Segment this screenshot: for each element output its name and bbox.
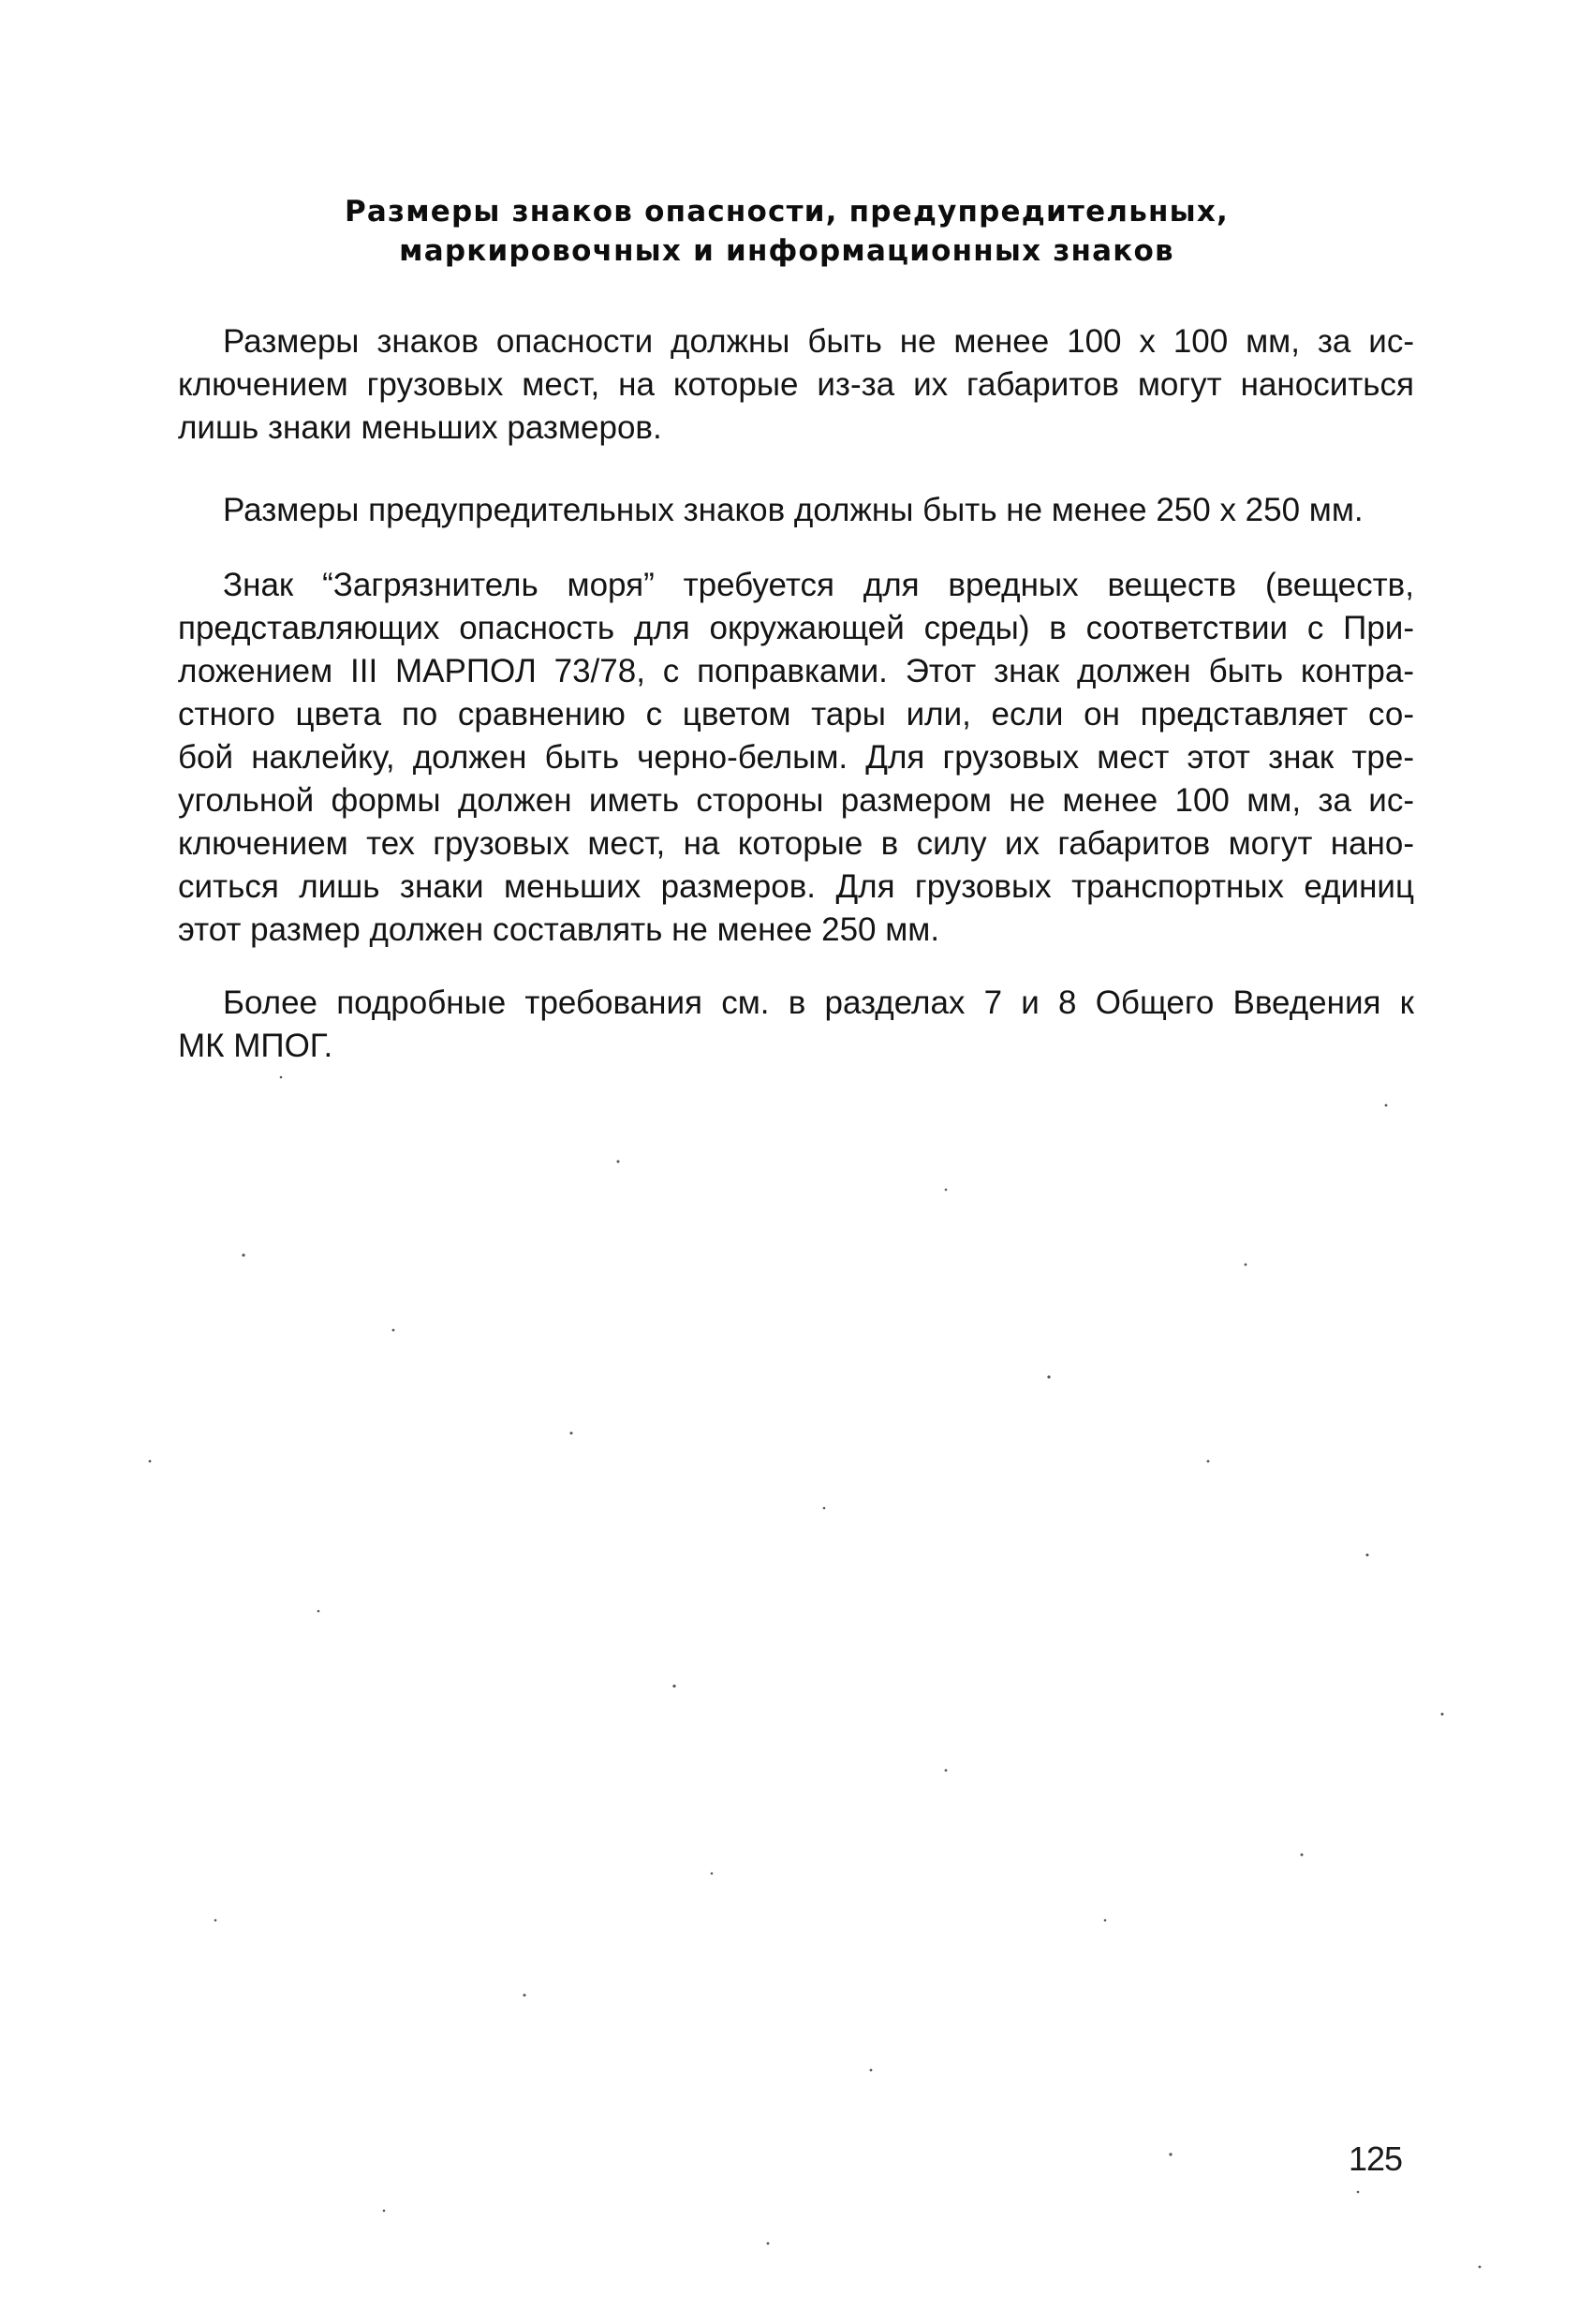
paragraph-line: Более подробные требования см. в разделах 7 и 8 Общего Введения к bbox=[223, 984, 1414, 1021]
paragraph-line: представляющих опасность для окружающей среды) в соответствии с При- bbox=[178, 610, 1414, 646]
page-title bbox=[169, 192, 1405, 271]
paragraph-line: ключением тех грузовых мест, на которые в силу их габаритов могут нано- bbox=[178, 825, 1414, 862]
paragraph-marine-pollutant bbox=[178, 564, 1414, 952]
paragraph-sign-sizes bbox=[178, 320, 1414, 450]
paragraph-warning-sizes bbox=[178, 489, 1414, 532]
paragraph-line: Размеры предупредительных знаков должны быть не менее 250 х 250 мм. bbox=[223, 492, 1364, 528]
title-line-1: Размеры знаков опасности, предупредительных, bbox=[344, 195, 1230, 229]
paragraph-line: стного цвета по сравнению с цветом тары или, если он представляет со- bbox=[178, 696, 1414, 733]
paragraph-line: бой наклейку, должен быть черно-белым. Для грузовых мест этот знак тре- bbox=[178, 739, 1414, 776]
paragraph-line: ситься лишь знаки меньших размеров. Для грузовых транспортных единиц bbox=[178, 868, 1414, 905]
paragraph-line: Размеры знаков опасности должны быть не менее 100 х 100 мм, за ис- bbox=[223, 323, 1414, 360]
paragraph-line: МК МПОГ. bbox=[178, 1028, 333, 1064]
paragraph-line: этот размер должен составлять не менее 250 мм. bbox=[178, 911, 940, 948]
paragraph-line: ключением грузовых мест, на которые из-за их габаритов могут наноситься bbox=[178, 366, 1414, 403]
paragraph-line: Знак “Загрязнитель моря” требуется для вредных веществ (веществ, bbox=[223, 567, 1414, 603]
paragraph-line: лишь знаки меньших размеров. bbox=[178, 409, 662, 446]
title-line-2: маркировочных и информационных знаков bbox=[399, 234, 1174, 268]
page-number: 125 bbox=[1349, 2139, 1403, 2178]
paragraph-more-requirements bbox=[178, 982, 1414, 1068]
paragraph-line: угольной формы должен иметь стороны размером не менее 100 мм, за ис- bbox=[178, 782, 1414, 819]
paragraph-line: ложением III МАРПОЛ 73/78, с поправками. Этот знак должен быть контра- bbox=[178, 653, 1414, 689]
